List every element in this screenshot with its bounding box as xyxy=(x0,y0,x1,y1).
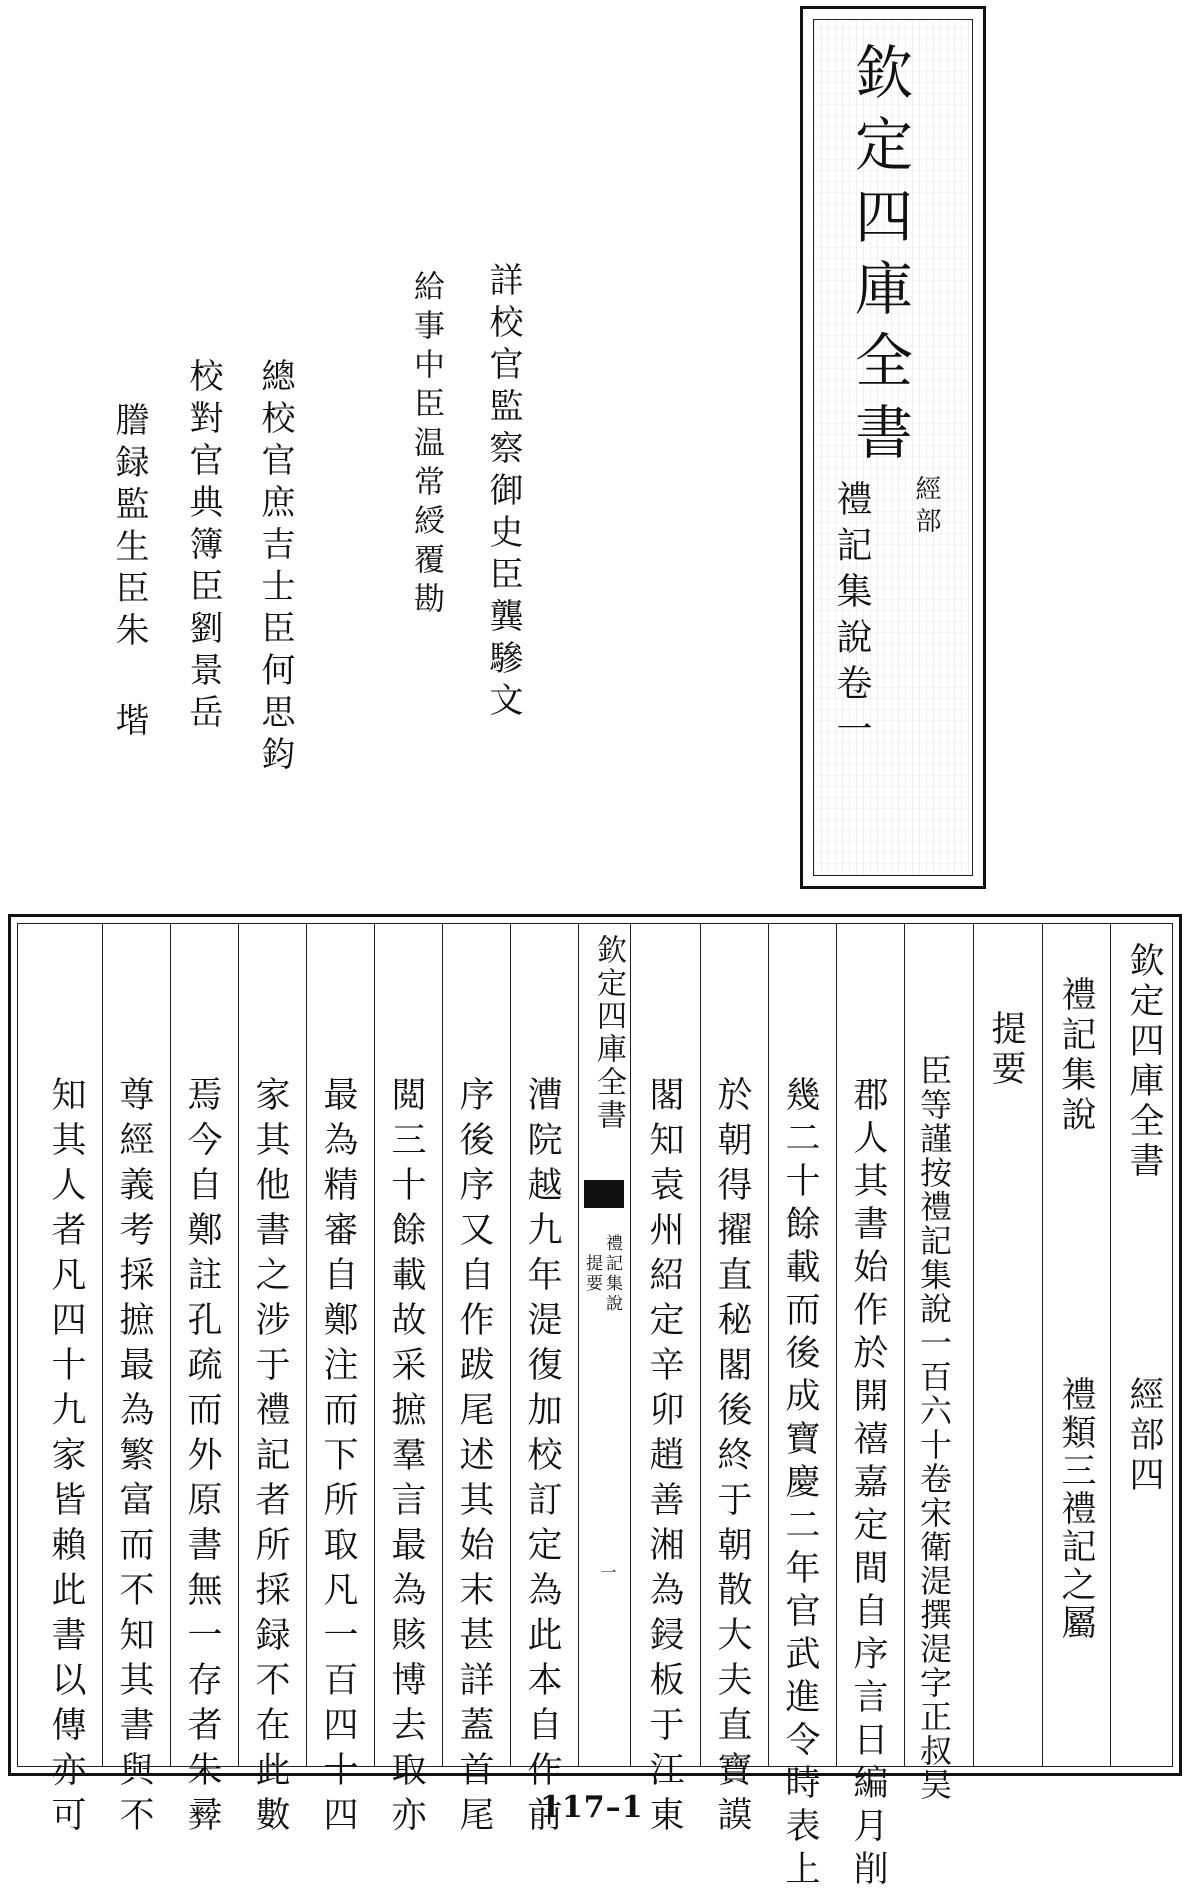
cover-label xyxy=(800,6,986,889)
text-line-13: 知其人者凡四十九家皆賴此書以傳亦可 xyxy=(46,1076,86,1841)
column-rule xyxy=(578,924,579,1766)
center-fold xyxy=(578,924,630,1766)
fold-label: 提要 xyxy=(582,1254,602,1294)
text-line-7: 序後序又自作跋尾述其始末甚詳蓋首尾 xyxy=(454,1076,494,1841)
text-line-1: 臣等謹按禮記集說一百六十卷宋衛湜撰湜字正叔吴 xyxy=(915,1054,953,1802)
text-line-9: 最為精審自鄭注而下所取凡一百四十四 xyxy=(318,1076,358,1841)
column-rule xyxy=(768,924,769,1766)
column-rule xyxy=(510,924,511,1766)
cover-book-title: 禮記集說卷一 xyxy=(831,480,872,756)
cover-section: 經部 xyxy=(911,475,941,539)
text-line-4: 於朝得擢直秘閣後終于朝散大夫直寶謨 xyxy=(712,1076,752,1841)
fold-page-number: 一 xyxy=(598,1564,617,1580)
text-line-3: 幾二十餘載而後成寶慶二年官武進令時表上 xyxy=(780,1076,820,1893)
credit-collator: 校對官典簿臣劉景岳 xyxy=(183,358,223,736)
tiyao-heading: 提要 xyxy=(986,1010,1026,1090)
credit-proofreader: 詳校官監察御史臣龔驂文 xyxy=(483,262,523,724)
column-rule xyxy=(630,924,631,1766)
column-rule xyxy=(170,924,171,1766)
text-line-2: 郡人其書始作於開禧嘉定間自序言日編月削 xyxy=(848,1076,888,1893)
fold-title: 欽定四庫全書 xyxy=(591,934,626,1132)
header-section: 經部四 xyxy=(1124,1376,1164,1496)
column-rule xyxy=(700,924,701,1766)
text-line-10: 家其他書之涉于禮記者所採録不在此數 xyxy=(250,1076,290,1841)
text-line-11: 焉今自鄭註孔疏而外原書無一存者朱彛 xyxy=(182,1076,222,1841)
column-rule xyxy=(904,924,905,1766)
column-rule xyxy=(973,924,974,1766)
column-rule xyxy=(1110,924,1111,1766)
column-rule xyxy=(102,924,103,1766)
fold-book-title: 禮記集說 xyxy=(602,1234,622,1314)
text-line-5: 閣知袁州紹定辛卯趙善湘為鋟板于江東 xyxy=(644,1076,684,1841)
text-line-12: 尊經義考採摭最為繁富而不知其書與不 xyxy=(114,1076,154,1841)
column-rule xyxy=(1042,924,1043,1766)
cover-title: 欽定四庫全書 xyxy=(845,42,913,474)
column-rule xyxy=(836,924,837,1766)
credit-chief-collator: 總校官庶吉士臣何思鈞 xyxy=(255,358,295,778)
column-rule xyxy=(306,924,307,1766)
credit-reviewer: 給事中臣温常綬覆勘 xyxy=(408,270,444,621)
column-rule xyxy=(238,924,239,1766)
text-line-8: 閲三十餘載故采摭羣言最為賅博去取亦 xyxy=(386,1076,426,1841)
page-number: 117–1 xyxy=(540,1790,644,1825)
credit-copyist: 謄録監生臣朱 堦 xyxy=(109,402,149,744)
column-rule xyxy=(374,924,375,1766)
column-rule xyxy=(442,924,443,1766)
book-title: 禮記集說 xyxy=(1056,976,1096,1136)
cover-label-inner xyxy=(813,19,973,876)
text-line-6: 漕院越九年湜復加校訂定為此本自作前 xyxy=(522,1076,562,1841)
header-title: 欽定四庫全書 xyxy=(1124,942,1164,1182)
category-label: 禮類三禮記之屬 xyxy=(1056,1376,1096,1642)
fish-tail-mark xyxy=(584,1180,624,1208)
